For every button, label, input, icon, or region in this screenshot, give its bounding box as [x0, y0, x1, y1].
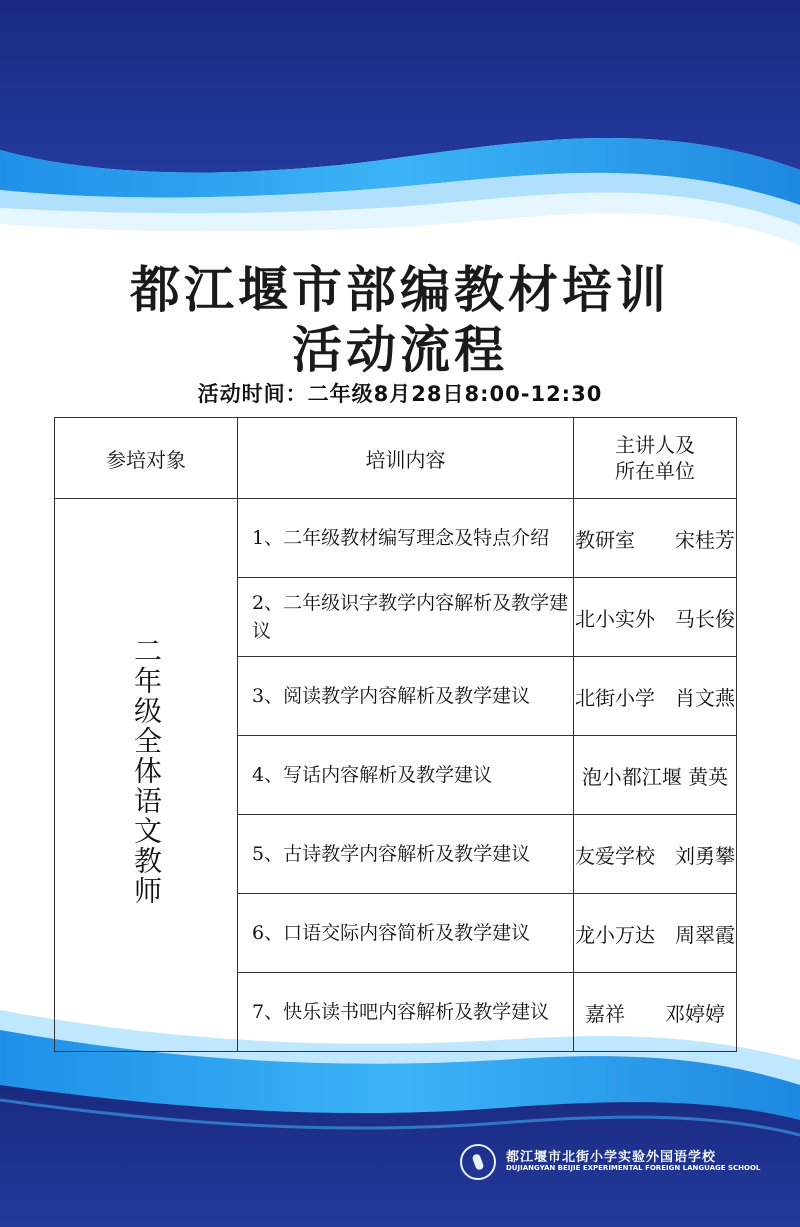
target-cell: [55, 499, 238, 1052]
schedule-table: [54, 417, 737, 1052]
header-target: 参培对象: [55, 418, 238, 499]
speaker-cell: 友爱学校 刘勇攀: [574, 815, 737, 894]
school-name-cn: 都江堰市北街小学实验外国语学校: [506, 1150, 717, 1165]
school-logo-icon: [460, 1144, 496, 1180]
content-cell: 2、二年级识字教学内容解析及教学建议: [238, 578, 574, 657]
speaker-cell: 北街小学 肖文燕: [574, 657, 737, 736]
content-cell: 5、古诗教学内容解析及教学建议: [238, 815, 574, 894]
content-cell: 4、写话内容解析及教学建议: [238, 736, 574, 815]
school-name-en: DUJIANGYAN BEIJIE EXPERIMENTAL FOREIGN LANGUAGE SCHOOL: [506, 1164, 761, 1172]
content-cell: 6、口语交际内容简析及教学建议: [238, 894, 574, 973]
speaker-cell: 教研室 宋桂芳: [574, 499, 737, 578]
page-title-line2: 活动流程: [292, 321, 508, 379]
table-header-row: [55, 418, 737, 499]
table-row: [55, 499, 737, 578]
target-text: 二年级全体语文教师: [130, 635, 163, 906]
activity-time: 活动时间：二年级8月28日8:00-12:30: [197, 382, 603, 406]
speaker-cell: 龙小万达 周翠霞: [574, 894, 737, 973]
school-footer: [460, 1142, 780, 1184]
content-cell: 3、阅读教学内容解析及教学建议: [238, 657, 574, 736]
content-cell: 1、二年级教材编写理念及特点介绍: [238, 499, 574, 578]
header-content: 培训内容: [238, 418, 574, 499]
speaker-cell: 泡小都江堰 黄英: [574, 736, 737, 815]
header-speaker: [574, 418, 737, 499]
speaker-cell: 北小实外 马长俊: [574, 578, 737, 657]
speaker-cell: 嘉祥 邓婷婷: [574, 973, 737, 1052]
header-speaker-line1: 主讲人及: [615, 433, 695, 457]
header-speaker-line2: 所在单位: [615, 459, 695, 483]
page-title-line1: 都江堰市部编教材培训: [130, 261, 670, 319]
content-cell: 7、快乐读书吧内容解析及教学建议: [238, 973, 574, 1052]
